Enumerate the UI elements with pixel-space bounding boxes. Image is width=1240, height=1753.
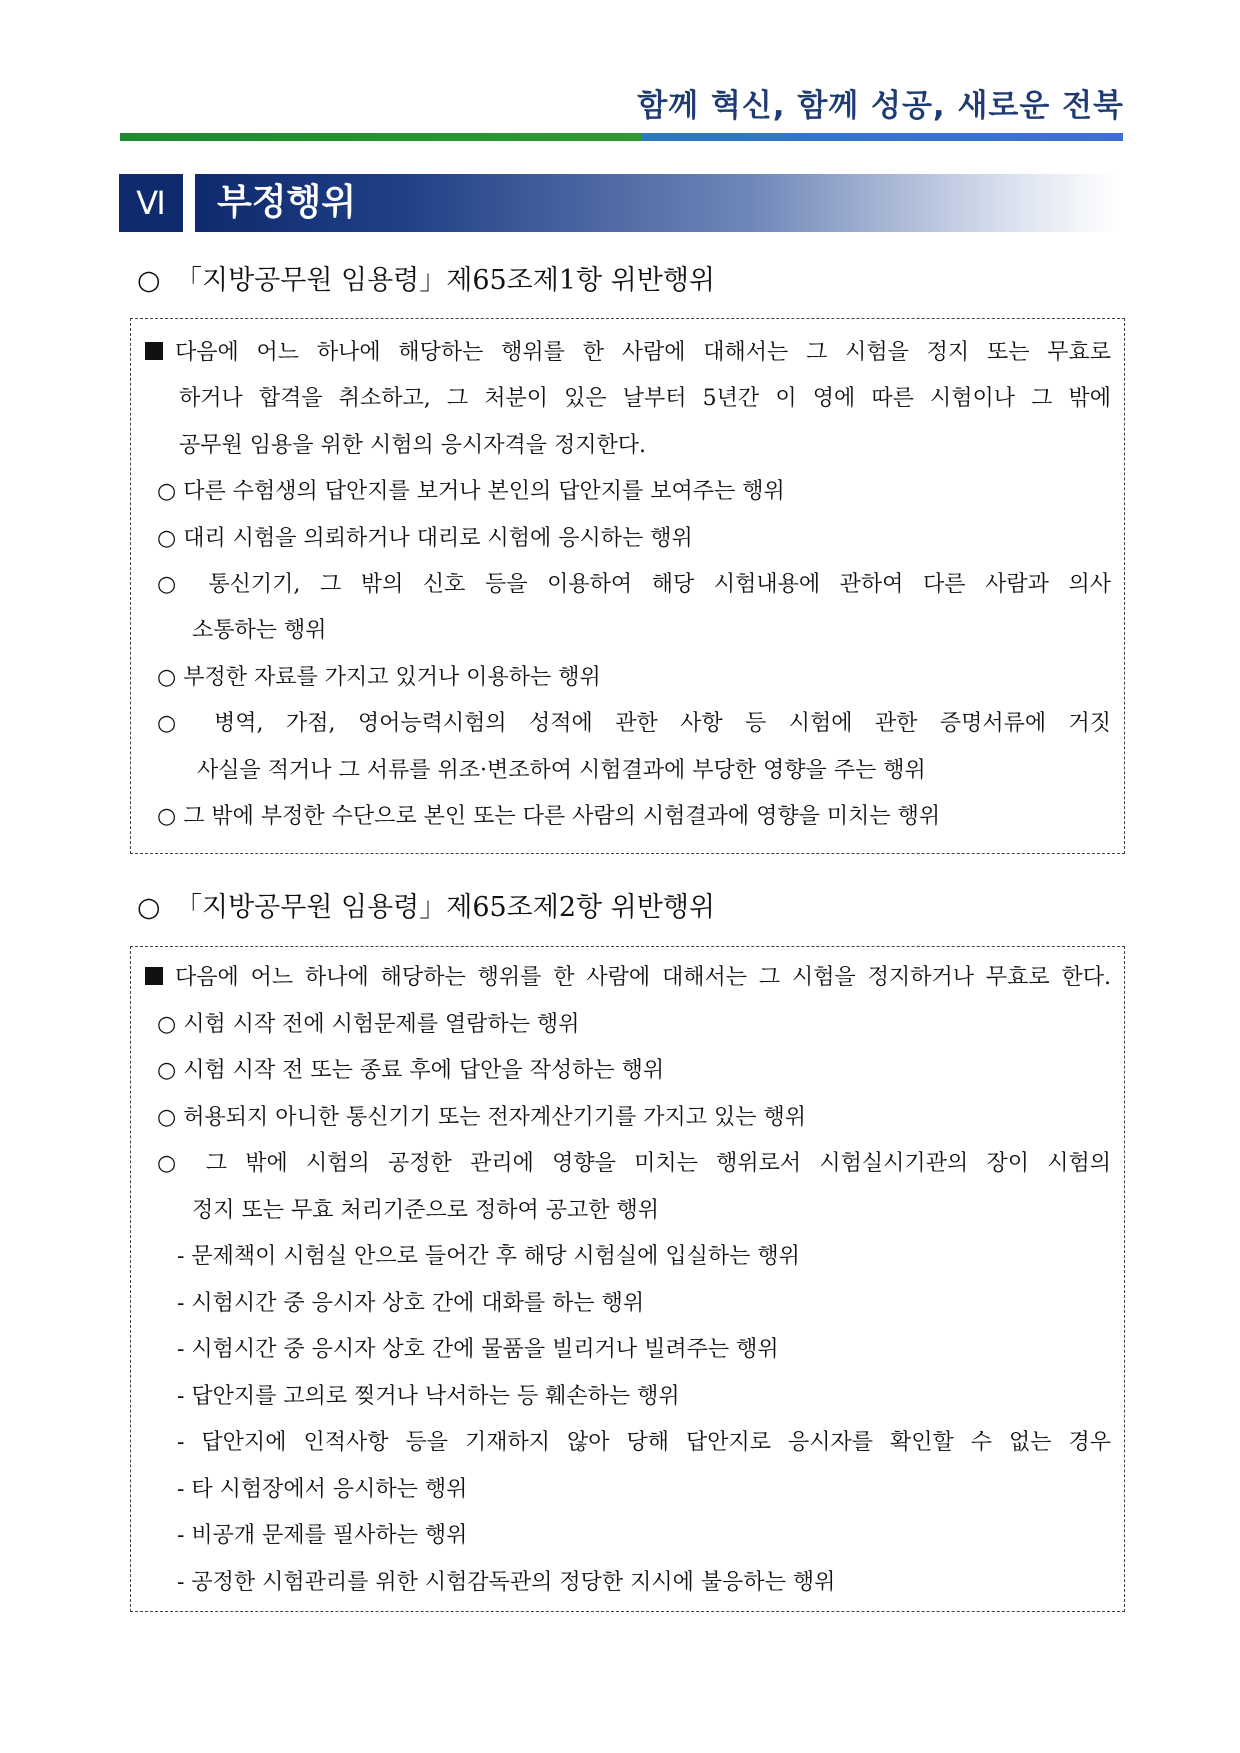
list-item: ○ 부정한 자료를 가지고 있거나 이용하는 행위: [157, 665, 601, 690]
rules-box-2: [130, 946, 1125, 1612]
heading-bullet: ○: [137, 892, 161, 923]
list-item: ○ 대리 시험을 의뢰하거나 대리로 시험에 응시하는 행위: [157, 526, 693, 551]
heading-bullet: ○: [137, 265, 161, 296]
sub-item: - 시험시간 중 응시자 상호 간에 대화를 하는 행위: [177, 1291, 645, 1316]
header-divider: [120, 133, 1123, 141]
rules-box-1: [130, 318, 1125, 854]
list-item: ○ 병역, 가점, 영어능력시험의 성적에 관한 사항 등 시험에 관한 증명서류에 거짓: [157, 711, 1111, 736]
section-title: 부정행위: [217, 182, 357, 223]
list-item: ○ 다른 수험생의 답안지를 보거나 본인의 답안지를 보여주는 행위: [157, 479, 785, 504]
list-item-continuation: 소통하는 행위: [192, 618, 327, 643]
list-item-continuation: 정지 또는 무효 처리기준으로 정하여 공고한 행위: [192, 1198, 660, 1223]
intro-line: 하거나 합격을 취소하고, 그 처분이 있은 날부터 5년간 이 영에 따른 시험이나 그 밖에: [179, 386, 1111, 411]
list-item: ○ 허용되지 아니한 통신기기 또는 전자계산기기를 가지고 있는 행위: [157, 1105, 806, 1130]
subsection-heading-2: [137, 885, 715, 924]
list-item: ○ 그 밖에 부정한 수단으로 본인 또는 다른 사람의 시험결과에 영향을 미치는 행위: [157, 804, 941, 829]
square-bullet-icon: [145, 342, 163, 360]
sub-item: - 답안지를 고의로 찢거나 낙서하는 등 훼손하는 행위: [177, 1384, 680, 1409]
subsection-heading-1: [137, 258, 715, 297]
list-item: ○ 시험 시작 전 또는 종료 후에 답안을 작성하는 행위: [157, 1058, 665, 1083]
sub-item: - 시험시간 중 응시자 상호 간에 물품을 빌리거나 빌려주는 행위: [177, 1337, 779, 1362]
sub-item: - 비공개 문제를 필사하는 행위: [177, 1523, 468, 1548]
sub-item: - 공정한 시험관리를 위한 시험감독관의 정당한 지시에 불응하는 행위: [177, 1570, 836, 1595]
list-item: ○ 그 밖에 시험의 공정한 관리에 영향을 미치는 행위로서 시험실시기관의 장이 시험의: [157, 1151, 1111, 1176]
header-slogan: 함께 혁신, 함께 성공, 새로운 전북: [637, 88, 1124, 124]
intro-line: 공무원 임용을 위한 시험의 응시자격을 정지한다.: [179, 433, 647, 458]
heading-text: 「지방공무원 임용령」제65조제2항 위반행위: [175, 892, 716, 923]
section-number: Ⅵ: [119, 174, 183, 232]
sub-item: - 답안지에 인적사항 등을 기재하지 않아 당해 답안지로 응시자를 확인할 수 없는 경우: [177, 1430, 1111, 1455]
section-header: [119, 174, 1119, 232]
list-item-continuation: 사실을 적거나 그 서류를 위조·변조하여 시험결과에 부당한 영향을 주는 행위: [197, 758, 926, 783]
sub-item: - 문제책이 시험실 안으로 들어간 후 해당 시험실에 입실하는 행위: [177, 1244, 800, 1269]
sub-item: - 타 시험장에서 응시하는 행위: [177, 1477, 468, 1502]
heading-text: 「지방공무원 임용령」제65조제1항 위반행위: [175, 265, 716, 296]
list-item: ○ 통신기기, 그 밖의 신호 등을 이용하여 해당 시험내용에 관하여 다른 사람과 의사: [157, 572, 1111, 597]
intro-line: 다음에 어느 하나에 해당하는 행위를 한 사람에 대해서는 그 시험을 정지하거나 무효로 한다.: [145, 960, 1111, 991]
intro-line: 다음에 어느 하나에 해당하는 행위를 한 사람에 대해서는 그 시험을 정지 또는 무효로: [145, 335, 1111, 366]
square-bullet-icon: [145, 967, 163, 985]
list-item: ○ 시험 시작 전에 시험문제를 열람하는 행위: [157, 1012, 580, 1037]
